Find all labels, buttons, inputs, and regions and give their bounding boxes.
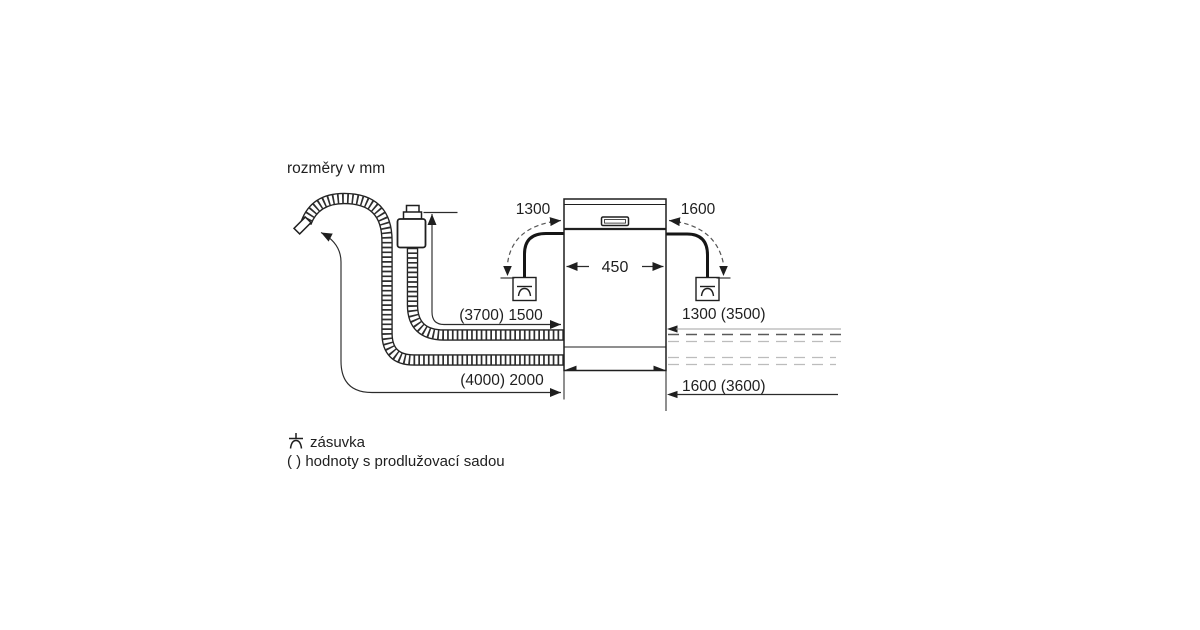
dim-cord-right-arc — [669, 201, 731, 278]
label-cord-right: 1600 — [680, 201, 716, 218]
legend-note: ( ) hodnoty s prodlužovací sadou — [287, 453, 505, 470]
door-handle — [602, 217, 629, 226]
dim-rear-upper — [667, 306, 841, 333]
label-width: 450 — [601, 259, 629, 276]
dim-rear-lower — [666, 371, 838, 412]
dishwasher-front — [564, 199, 666, 371]
power-cord-left — [525, 234, 565, 278]
power-cord-right — [666, 234, 708, 278]
label-rear-lower: 1600 (3600) — [682, 378, 766, 395]
drain-hose-end-collar — [294, 217, 311, 234]
page-title: rozměry v mm — [287, 160, 386, 177]
aquastop-valve — [398, 206, 426, 248]
label-cord-left: 1300 — [515, 201, 551, 218]
rear-hose-dashed-lines — [668, 335, 842, 365]
socket-box-right — [696, 278, 719, 301]
label-supply-length: (3700) 1500 — [459, 307, 543, 324]
dim-supply-length — [424, 213, 562, 325]
label-rear-upper: 1300 (3500) — [682, 306, 766, 323]
label-drain-length: (4000) 2000 — [460, 372, 544, 389]
legend-socket-label: zásuvka — [310, 434, 366, 451]
legend-socket-icon — [289, 433, 303, 449]
socket-box-left — [513, 278, 536, 301]
